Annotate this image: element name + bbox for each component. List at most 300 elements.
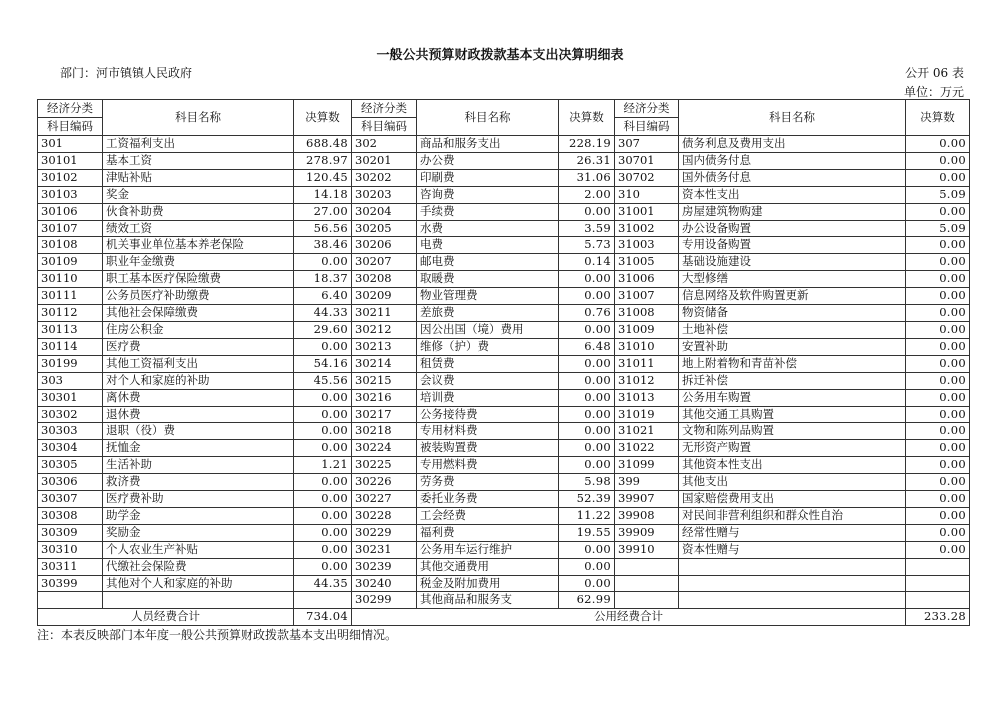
amount-cell: 0.00 bbox=[294, 491, 352, 508]
amount-cell: 26.31 bbox=[559, 152, 615, 169]
table-row bbox=[38, 254, 970, 271]
amount-cell: 0.00 bbox=[906, 423, 970, 440]
name-cell: 物资储备 bbox=[679, 305, 906, 322]
name-cell: 公务用车购置 bbox=[679, 389, 906, 406]
table-row bbox=[38, 406, 970, 423]
amount-cell: 3.59 bbox=[559, 220, 615, 237]
name-cell: 信息网络及软件购置更新 bbox=[679, 288, 906, 305]
name-cell: 办公费 bbox=[417, 152, 559, 169]
name-cell: 劳务费 bbox=[417, 474, 559, 491]
name-cell: 国外债务付息 bbox=[679, 169, 906, 186]
amount-cell: 29.60 bbox=[294, 321, 352, 338]
amount-cell: 0.00 bbox=[559, 321, 615, 338]
name-cell: 退休费 bbox=[103, 406, 294, 423]
name-cell: 其他资本性支出 bbox=[679, 457, 906, 474]
code-cell: 30206 bbox=[352, 237, 417, 254]
code-cell: 31006 bbox=[615, 271, 679, 288]
code-cell: 31008 bbox=[615, 305, 679, 322]
name-cell: 债务利息及费用支出 bbox=[679, 136, 906, 153]
code-cell: 30114 bbox=[38, 338, 103, 355]
amount-cell: 5.09 bbox=[906, 220, 970, 237]
code-cell: 310 bbox=[615, 186, 679, 203]
amount-cell bbox=[906, 558, 970, 575]
name-cell: 津贴补贴 bbox=[103, 169, 294, 186]
amount-cell: 0.00 bbox=[906, 355, 970, 372]
amount-cell: 0.00 bbox=[559, 271, 615, 288]
name-cell: 地上附着物和青苗补偿 bbox=[679, 355, 906, 372]
amount-cell bbox=[906, 592, 970, 609]
name-cell bbox=[679, 558, 906, 575]
name-cell: 委托业务费 bbox=[417, 491, 559, 508]
amount-cell: 0.00 bbox=[906, 440, 970, 457]
amount-cell: 0.00 bbox=[906, 321, 970, 338]
code-cell: 30102 bbox=[38, 169, 103, 186]
amount-cell: 0.00 bbox=[559, 355, 615, 372]
name-cell: 其他工资福利支出 bbox=[103, 355, 294, 372]
amount-cell: 0.00 bbox=[906, 254, 970, 271]
amount-cell: 228.19 bbox=[559, 136, 615, 153]
name-cell: 电费 bbox=[417, 237, 559, 254]
name-cell: 房屋建筑物购建 bbox=[679, 203, 906, 220]
amount-cell: 0.00 bbox=[294, 524, 352, 541]
name-cell: 对民间非营利组织和群众性自治 bbox=[679, 507, 906, 524]
name-cell: 医疗费补助 bbox=[103, 491, 294, 508]
public-total-label: 公用经费合计 bbox=[352, 609, 906, 626]
name-cell: 其他对个人和家庭的补助 bbox=[103, 575, 294, 592]
code-cell: 301 bbox=[38, 136, 103, 153]
code-cell: 302 bbox=[352, 136, 417, 153]
code-cell: 30224 bbox=[352, 440, 417, 457]
code-cell: 30304 bbox=[38, 440, 103, 457]
code-header: 科目编码 bbox=[352, 118, 417, 136]
table-row bbox=[38, 389, 970, 406]
expenditure-table bbox=[37, 99, 970, 626]
name-cell: 税金及附加费用 bbox=[417, 575, 559, 592]
code-cell: 307 bbox=[615, 136, 679, 153]
name-cell: 代缴社会保险费 bbox=[103, 558, 294, 575]
code-cell: 30202 bbox=[352, 169, 417, 186]
name-cell: 维修（护）费 bbox=[417, 338, 559, 355]
amount-cell: 5.09 bbox=[906, 186, 970, 203]
table-row bbox=[38, 220, 970, 237]
amount-cell: 0.00 bbox=[906, 389, 970, 406]
code-cell: 30217 bbox=[352, 406, 417, 423]
amount-cell: 45.56 bbox=[294, 372, 352, 389]
code-header: 经济分类 bbox=[38, 100, 103, 118]
amount-cell: 0.00 bbox=[906, 491, 970, 508]
amount-cell: 0.00 bbox=[559, 389, 615, 406]
amount-cell: 56.56 bbox=[294, 220, 352, 237]
name-cell: 办公设备购置 bbox=[679, 220, 906, 237]
code-cell: 30101 bbox=[38, 152, 103, 169]
code-cell: 30113 bbox=[38, 321, 103, 338]
name-cell: 退职（役）费 bbox=[103, 423, 294, 440]
name-cell bbox=[103, 592, 294, 609]
code-cell: 31005 bbox=[615, 254, 679, 271]
name-cell: 伙食补助费 bbox=[103, 203, 294, 220]
code-cell: 30207 bbox=[352, 254, 417, 271]
amount-cell: 0.00 bbox=[559, 541, 615, 558]
amount-cell: 0.00 bbox=[906, 169, 970, 186]
name-cell: 培训费 bbox=[417, 389, 559, 406]
name-cell: 其他交通工具购置 bbox=[679, 406, 906, 423]
name-cell: 绩效工资 bbox=[103, 220, 294, 237]
table-row bbox=[38, 558, 970, 575]
name-cell: 印刷费 bbox=[417, 169, 559, 186]
code-cell: 31011 bbox=[615, 355, 679, 372]
name-cell: 经常性赠与 bbox=[679, 524, 906, 541]
name-cell: 公务接待费 bbox=[417, 406, 559, 423]
code-cell: 30227 bbox=[352, 491, 417, 508]
code-cell: 31099 bbox=[615, 457, 679, 474]
name-cell: 助学金 bbox=[103, 507, 294, 524]
table-row bbox=[38, 288, 970, 305]
table-row bbox=[38, 355, 970, 372]
name-cell: 物业管理费 bbox=[417, 288, 559, 305]
code-cell: 30240 bbox=[352, 575, 417, 592]
code-cell bbox=[38, 592, 103, 609]
name-cell: 安置补助 bbox=[679, 338, 906, 355]
table-row bbox=[38, 338, 970, 355]
amount-cell: 27.00 bbox=[294, 203, 352, 220]
amount-header: 决算数 bbox=[906, 100, 970, 136]
name-cell: 土地补偿 bbox=[679, 321, 906, 338]
amount-cell: 0.00 bbox=[906, 372, 970, 389]
table-row bbox=[38, 541, 970, 558]
code-cell: 30302 bbox=[38, 406, 103, 423]
name-cell: 专用设备购置 bbox=[679, 237, 906, 254]
code-cell: 30211 bbox=[352, 305, 417, 322]
name-cell: 国内债务付息 bbox=[679, 152, 906, 169]
code-cell: 31019 bbox=[615, 406, 679, 423]
code-cell: 31013 bbox=[615, 389, 679, 406]
name-cell: 国家赔偿费用支出 bbox=[679, 491, 906, 508]
table-row bbox=[38, 575, 970, 592]
name-cell: 商品和服务支出 bbox=[417, 136, 559, 153]
code-cell: 30110 bbox=[38, 271, 103, 288]
code-cell: 30205 bbox=[352, 220, 417, 237]
amount-cell: 0.00 bbox=[559, 457, 615, 474]
amount-cell: 0.00 bbox=[906, 457, 970, 474]
amount-cell: 0.00 bbox=[906, 271, 970, 288]
amount-cell: 120.45 bbox=[294, 169, 352, 186]
name-cell: 医疗费 bbox=[103, 338, 294, 355]
amount-cell: 0.00 bbox=[906, 288, 970, 305]
name-cell: 被装购置费 bbox=[417, 440, 559, 457]
table-row bbox=[38, 152, 970, 169]
code-header: 科目编码 bbox=[38, 118, 103, 136]
code-cell: 30239 bbox=[352, 558, 417, 575]
code-cell: 30299 bbox=[352, 592, 417, 609]
code-cell: 30310 bbox=[38, 541, 103, 558]
code-cell: 30308 bbox=[38, 507, 103, 524]
code-cell: 30208 bbox=[352, 271, 417, 288]
name-cell: 救济费 bbox=[103, 474, 294, 491]
table-row bbox=[38, 271, 970, 288]
amount-cell: 0.00 bbox=[906, 305, 970, 322]
table-row bbox=[38, 136, 970, 153]
name-cell: 奖金 bbox=[103, 186, 294, 203]
table-row bbox=[38, 491, 970, 508]
code-cell: 31021 bbox=[615, 423, 679, 440]
amount-cell: 0.00 bbox=[906, 203, 970, 220]
name-cell: 会议费 bbox=[417, 372, 559, 389]
amount-header: 决算数 bbox=[559, 100, 615, 136]
amount-cell: 31.06 bbox=[559, 169, 615, 186]
code-cell: 30103 bbox=[38, 186, 103, 203]
code-cell: 30229 bbox=[352, 524, 417, 541]
amount-cell: 0.00 bbox=[906, 136, 970, 153]
amount-cell: 0.00 bbox=[294, 338, 352, 355]
personnel-total-value: 734.04 bbox=[294, 609, 352, 626]
amount-cell: 44.35 bbox=[294, 575, 352, 592]
name-cell bbox=[679, 592, 906, 609]
code-cell: 30112 bbox=[38, 305, 103, 322]
amount-cell: 6.40 bbox=[294, 288, 352, 305]
code-cell: 31003 bbox=[615, 237, 679, 254]
amount-cell: 52.39 bbox=[559, 491, 615, 508]
code-cell: 30307 bbox=[38, 491, 103, 508]
table-row bbox=[38, 321, 970, 338]
page-title: 一般公共预算财政拨款基本支出决算明细表 bbox=[376, 48, 624, 63]
name-cell: 资本性支出 bbox=[679, 186, 906, 203]
code-cell: 31010 bbox=[615, 338, 679, 355]
name-header: 科目名称 bbox=[679, 100, 906, 136]
code-cell: 31002 bbox=[615, 220, 679, 237]
amount-cell: 0.00 bbox=[906, 338, 970, 355]
code-cell: 30305 bbox=[38, 457, 103, 474]
table-row bbox=[38, 440, 970, 457]
name-cell: 职业年金缴费 bbox=[103, 254, 294, 271]
amount-cell bbox=[294, 592, 352, 609]
amount-cell: 6.48 bbox=[559, 338, 615, 355]
table-row bbox=[38, 186, 970, 203]
table-row bbox=[38, 592, 970, 609]
name-cell: 因公出国（境）费用 bbox=[417, 321, 559, 338]
amount-cell: 2.00 bbox=[559, 186, 615, 203]
amount-cell: 44.33 bbox=[294, 305, 352, 322]
amount-cell: 278.97 bbox=[294, 152, 352, 169]
amount-cell: 38.46 bbox=[294, 237, 352, 254]
amount-header: 决算数 bbox=[294, 100, 352, 136]
code-cell: 31012 bbox=[615, 372, 679, 389]
amount-cell: 0.00 bbox=[559, 423, 615, 440]
amount-cell: 5.98 bbox=[559, 474, 615, 491]
code-cell: 30215 bbox=[352, 372, 417, 389]
code-cell: 39908 bbox=[615, 507, 679, 524]
name-cell: 其他商品和服务支 bbox=[417, 592, 559, 609]
unit-label: 单位：万元 bbox=[903, 85, 964, 99]
name-cell: 职工基本医疗保险缴费 bbox=[103, 271, 294, 288]
name-cell: 其他社会保障缴费 bbox=[103, 305, 294, 322]
amount-cell: 0.00 bbox=[294, 423, 352, 440]
amount-cell: 0.00 bbox=[559, 558, 615, 575]
name-cell: 其他交通费用 bbox=[417, 558, 559, 575]
form-number: 公开 06 表 bbox=[905, 66, 964, 80]
name-cell: 大型修缮 bbox=[679, 271, 906, 288]
code-cell: 31009 bbox=[615, 321, 679, 338]
amount-cell: 0.00 bbox=[294, 507, 352, 524]
table-row bbox=[38, 237, 970, 254]
amount-cell: 0.00 bbox=[559, 575, 615, 592]
amount-cell: 0.00 bbox=[906, 541, 970, 558]
name-cell: 基本工资 bbox=[103, 152, 294, 169]
code-cell: 30111 bbox=[38, 288, 103, 305]
amount-cell: 0.00 bbox=[559, 406, 615, 423]
amount-cell: 0.00 bbox=[559, 372, 615, 389]
amount-cell: 0.00 bbox=[294, 558, 352, 575]
name-cell: 机关事业单位基本养老保险 bbox=[103, 237, 294, 254]
code-cell: 30204 bbox=[352, 203, 417, 220]
name-cell: 咨询费 bbox=[417, 186, 559, 203]
amount-cell: 19.55 bbox=[559, 524, 615, 541]
code-header: 经济分类 bbox=[352, 100, 417, 118]
amount-cell: 0.00 bbox=[294, 474, 352, 491]
amount-cell: 0.00 bbox=[906, 474, 970, 491]
name-cell: 专用燃料费 bbox=[417, 457, 559, 474]
table-row bbox=[38, 372, 970, 389]
code-cell: 303 bbox=[38, 372, 103, 389]
amount-cell: 0.00 bbox=[906, 524, 970, 541]
personnel-total-label: 人员经费合计 bbox=[38, 609, 294, 626]
code-cell: 30209 bbox=[352, 288, 417, 305]
table-row bbox=[38, 169, 970, 186]
name-cell: 基础设施建设 bbox=[679, 254, 906, 271]
name-cell: 福利费 bbox=[417, 524, 559, 541]
code-cell: 39909 bbox=[615, 524, 679, 541]
code-cell: 30106 bbox=[38, 203, 103, 220]
code-cell: 31001 bbox=[615, 203, 679, 220]
table-row bbox=[38, 524, 970, 541]
amount-cell: 0.00 bbox=[294, 254, 352, 271]
name-header: 科目名称 bbox=[417, 100, 559, 136]
code-cell: 30109 bbox=[38, 254, 103, 271]
code-cell: 30213 bbox=[352, 338, 417, 355]
code-cell: 39907 bbox=[615, 491, 679, 508]
amount-cell: 0.00 bbox=[559, 203, 615, 220]
amount-cell: 5.73 bbox=[559, 237, 615, 254]
table-header-row bbox=[38, 100, 970, 118]
code-cell: 30212 bbox=[352, 321, 417, 338]
amount-cell: 0.00 bbox=[294, 406, 352, 423]
code-cell: 30228 bbox=[352, 507, 417, 524]
name-cell: 文物和陈列品购置 bbox=[679, 423, 906, 440]
table-row bbox=[38, 305, 970, 322]
table-row bbox=[38, 423, 970, 440]
table-row bbox=[38, 457, 970, 474]
name-header: 科目名称 bbox=[103, 100, 294, 136]
amount-cell: 1.21 bbox=[294, 457, 352, 474]
public-total-value: 233.28 bbox=[906, 609, 970, 626]
name-cell: 公务员医疗补助缴费 bbox=[103, 288, 294, 305]
department-label: 部门：河市镇镇人民政府 bbox=[60, 66, 193, 80]
totals-row bbox=[38, 609, 970, 626]
amount-cell: 62.99 bbox=[559, 592, 615, 609]
name-cell: 抚恤金 bbox=[103, 440, 294, 457]
amount-cell: 18.37 bbox=[294, 271, 352, 288]
name-cell: 对个人和家庭的补助 bbox=[103, 372, 294, 389]
code-cell: 30216 bbox=[352, 389, 417, 406]
code-cell: 399 bbox=[615, 474, 679, 491]
name-cell: 住房公积金 bbox=[103, 321, 294, 338]
amount-cell bbox=[906, 575, 970, 592]
code-cell: 30218 bbox=[352, 423, 417, 440]
code-cell bbox=[615, 558, 679, 575]
name-cell: 邮电费 bbox=[417, 254, 559, 271]
code-cell: 30201 bbox=[352, 152, 417, 169]
name-cell: 差旅费 bbox=[417, 305, 559, 322]
code-cell: 30107 bbox=[38, 220, 103, 237]
amount-cell: 0.76 bbox=[559, 305, 615, 322]
code-cell: 30702 bbox=[615, 169, 679, 186]
code-cell: 30108 bbox=[38, 237, 103, 254]
code-header: 经济分类 bbox=[615, 100, 679, 118]
amount-cell: 0.00 bbox=[559, 288, 615, 305]
name-cell: 个人农业生产补贴 bbox=[103, 541, 294, 558]
name-cell: 无形资产购置 bbox=[679, 440, 906, 457]
name-cell: 拆迁补偿 bbox=[679, 372, 906, 389]
code-cell: 39910 bbox=[615, 541, 679, 558]
name-cell: 工会经费 bbox=[417, 507, 559, 524]
name-cell: 生活补助 bbox=[103, 457, 294, 474]
amount-cell: 0.00 bbox=[906, 237, 970, 254]
name-cell bbox=[679, 575, 906, 592]
amount-cell: 0.14 bbox=[559, 254, 615, 271]
code-cell: 30199 bbox=[38, 355, 103, 372]
amount-cell: 14.18 bbox=[294, 186, 352, 203]
code-cell: 30303 bbox=[38, 423, 103, 440]
table-row bbox=[38, 203, 970, 220]
code-header: 科目编码 bbox=[615, 118, 679, 136]
code-cell bbox=[615, 592, 679, 609]
name-cell: 租赁费 bbox=[417, 355, 559, 372]
code-cell bbox=[615, 575, 679, 592]
name-cell: 奖励金 bbox=[103, 524, 294, 541]
name-cell: 专用材料费 bbox=[417, 423, 559, 440]
table-row bbox=[38, 474, 970, 491]
code-cell: 30309 bbox=[38, 524, 103, 541]
name-cell: 工资福利支出 bbox=[103, 136, 294, 153]
name-cell: 公务用车运行维护 bbox=[417, 541, 559, 558]
name-cell: 水费 bbox=[417, 220, 559, 237]
name-cell: 取暖费 bbox=[417, 271, 559, 288]
code-cell: 31022 bbox=[615, 440, 679, 457]
amount-cell: 0.00 bbox=[906, 406, 970, 423]
name-cell: 手续费 bbox=[417, 203, 559, 220]
code-cell: 30203 bbox=[352, 186, 417, 203]
code-cell: 30311 bbox=[38, 558, 103, 575]
code-cell: 30226 bbox=[352, 474, 417, 491]
name-cell: 离休费 bbox=[103, 389, 294, 406]
amount-cell: 0.00 bbox=[294, 440, 352, 457]
amount-cell: 11.22 bbox=[559, 507, 615, 524]
code-cell: 30306 bbox=[38, 474, 103, 491]
amount-cell: 0.00 bbox=[294, 389, 352, 406]
name-cell: 资本性赠与 bbox=[679, 541, 906, 558]
code-cell: 30214 bbox=[352, 355, 417, 372]
amount-cell: 0.00 bbox=[294, 541, 352, 558]
code-cell: 30225 bbox=[352, 457, 417, 474]
footnote: 注：本表反映部门本年度一般公共预算财政拨款基本支出明细情况。 bbox=[37, 628, 398, 642]
amount-cell: 688.48 bbox=[294, 136, 352, 153]
code-cell: 30701 bbox=[615, 152, 679, 169]
code-cell: 31007 bbox=[615, 288, 679, 305]
code-cell: 30231 bbox=[352, 541, 417, 558]
amount-cell: 0.00 bbox=[906, 507, 970, 524]
amount-cell: 54.16 bbox=[294, 355, 352, 372]
name-cell: 其他支出 bbox=[679, 474, 906, 491]
code-cell: 30399 bbox=[38, 575, 103, 592]
